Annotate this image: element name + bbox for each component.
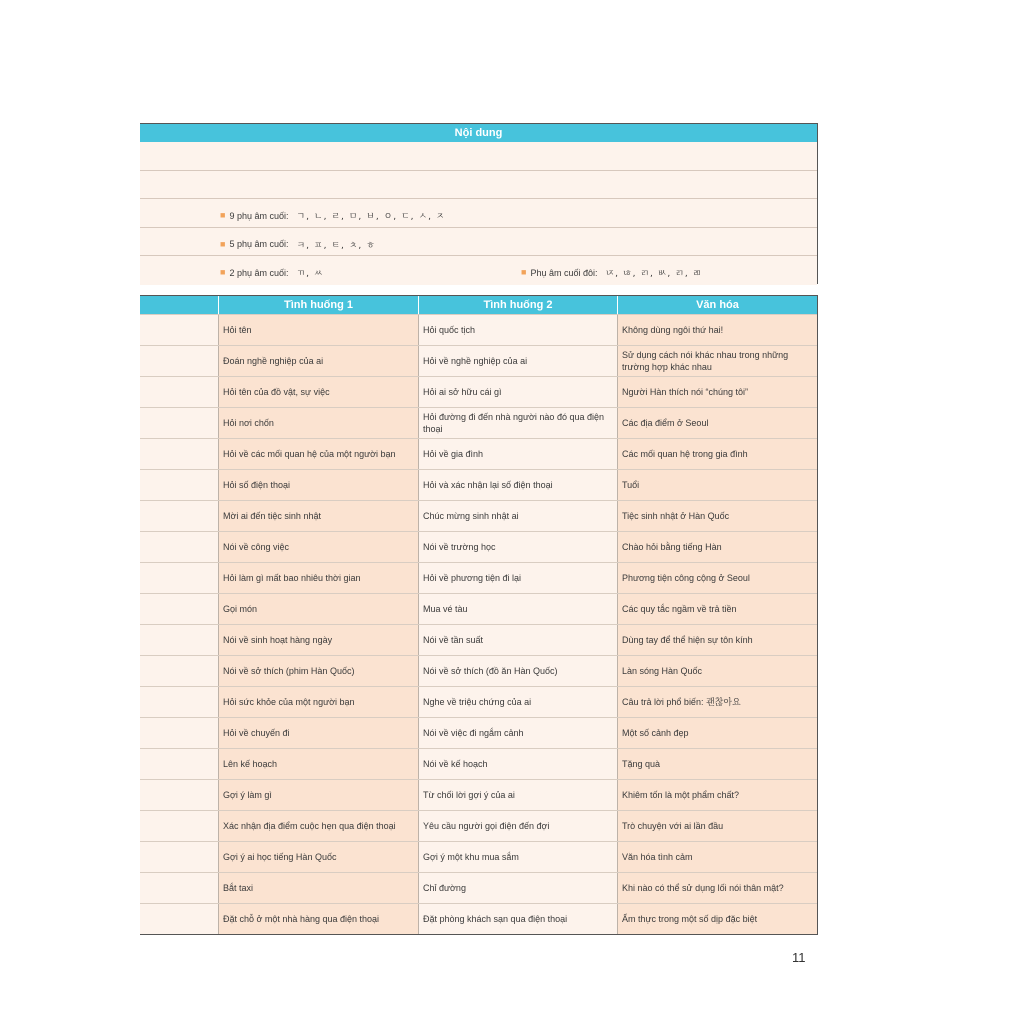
situation-2-cell: Nói về kế hoạch: [418, 749, 617, 779]
row-blank-cell: [140, 594, 218, 624]
situation-1-cell: Đặt chỗ ở một nhà hàng qua điện thoại: [218, 904, 418, 934]
content-table-header: Nội dung: [140, 123, 817, 142]
culture-cell: Tiệc sinh nhật ở Hàn Quốc: [617, 501, 817, 531]
situation-1-cell: Bắt taxi: [218, 873, 418, 903]
situations-table: [140, 295, 818, 935]
table-row: [140, 314, 817, 345]
situation-2-cell: Hỏi đường đi đến nhà người nào đó qua điện thoại: [418, 408, 617, 438]
bullet-label: 5 phụ âm cuối:: [229, 239, 289, 250]
row-blank-cell: [140, 315, 218, 345]
content-row-empty: [140, 171, 817, 200]
table-row: [140, 438, 817, 469]
bullet-letters: ㄵ, ㄶ, ㄺ, ㅄ, ㄺ, ㄻ: [605, 269, 703, 280]
situation-2-cell: Hỏi về phương tiện đi lại: [418, 563, 617, 593]
situation-2-cell: Hỏi về nghề nghiệp của ai: [418, 346, 617, 376]
row-blank-cell: [140, 873, 218, 903]
situation-2-cell: Yêu cầu người gọi điện đến đợi: [418, 811, 617, 841]
row-blank-cell: [140, 470, 218, 500]
situation-2-cell: Gợi ý một khu mua sắm: [418, 842, 617, 872]
situation-1-cell: Hỏi về chuyến đi: [218, 718, 418, 748]
culture-cell: Các địa điểm ở Seoul: [617, 408, 817, 438]
situation-1-cell: Hỏi về các mối quan hệ của một người bạn: [218, 439, 418, 469]
situation-1-cell: Mời ai đến tiệc sinh nhật: [218, 501, 418, 531]
situations-table-body: [140, 314, 817, 934]
situation-1-cell: Gọi món: [218, 594, 418, 624]
table-row: [140, 531, 817, 562]
table-row: [140, 655, 817, 686]
row-blank-cell: [140, 346, 218, 376]
culture-cell: Không dùng ngôi thứ hai!: [617, 315, 817, 345]
table-row: [140, 469, 817, 500]
row-blank-cell: [140, 842, 218, 872]
table-row: [140, 872, 817, 903]
situation-2-cell: Mua vé tàu: [418, 594, 617, 624]
content-row: [140, 256, 817, 285]
culture-cell: Một số cảnh đẹp: [617, 718, 817, 748]
content-row-empty: [140, 142, 817, 171]
row-blank-cell: [140, 408, 218, 438]
bullet-letters: ㄱ, ㄴ, ㄹ, ㅁ, ㅂ, ㅇ, ㄷ, ㅅ, ㅈ: [296, 212, 446, 223]
situation-1-cell: Hỏi sức khỏe của một người bạn: [218, 687, 418, 717]
header-blank-cell: [140, 296, 218, 314]
culture-cell: Dùng tay để thể hiện sự tôn kính: [617, 625, 817, 655]
content-table: [140, 123, 818, 284]
bullet-dot-icon: ■: [220, 267, 226, 278]
row-blank-cell: [140, 749, 218, 779]
final-consonant-bullet: [220, 266, 324, 279]
row-blank-cell: [140, 780, 218, 810]
situation-2-cell: Nói về việc đi ngắm cảnh: [418, 718, 617, 748]
culture-cell: Chào hỏi bằng tiếng Hàn: [617, 532, 817, 562]
situation-1-cell: Nói về công việc: [218, 532, 418, 562]
header-situation-1: Tình huống 1: [218, 296, 418, 314]
culture-cell: Trò chuyện với ai lần đầu: [617, 811, 817, 841]
row-blank-cell: [140, 811, 218, 841]
situation-2-cell: Hỏi và xác nhận lại số điện thoại: [418, 470, 617, 500]
content-row: [140, 228, 817, 257]
bullet-dot-icon: ■: [521, 267, 527, 278]
bullet-dot-icon: ■: [220, 238, 226, 249]
table-row: [140, 593, 817, 624]
culture-cell: Văn hóa tình cảm: [617, 842, 817, 872]
culture-cell: Người Hàn thích nói “chúng tôi”: [617, 377, 817, 407]
situation-2-cell: Nói về trường học: [418, 532, 617, 562]
table-row: [140, 376, 817, 407]
table-row: [140, 562, 817, 593]
situations-table-header: [140, 296, 817, 314]
culture-cell: Khiêm tốn là một phẩm chất?: [617, 780, 817, 810]
bullet-dot-icon: ■: [220, 210, 226, 221]
situation-2-cell: Nói về tần suất: [418, 625, 617, 655]
final-consonant-bullet: [220, 238, 376, 251]
situation-1-cell: Hỏi làm gì mất bao nhiêu thời gian: [218, 563, 418, 593]
bullet-label: 2 phụ âm cuối:: [229, 267, 289, 278]
situation-2-cell: Hỏi về gia đình: [418, 439, 617, 469]
culture-cell: Ẩm thực trong một số dịp đặc biệt: [617, 904, 817, 934]
situation-1-cell: Hỏi tên của đồ vật, sự việc: [218, 377, 418, 407]
situation-2-cell: Hỏi ai sở hữu cái gì: [418, 377, 617, 407]
culture-cell: Tặng quà: [617, 749, 817, 779]
situation-1-cell: Hỏi tên: [218, 315, 418, 345]
row-blank-cell: [140, 656, 218, 686]
bullet-label: Phụ âm cuối đôi:: [530, 267, 598, 278]
content-row: [140, 199, 817, 228]
row-blank-cell: [140, 439, 218, 469]
table-row: [140, 717, 817, 748]
bullet-letters: ㄲ, ㅆ: [296, 269, 324, 280]
culture-cell: Tuổi: [617, 470, 817, 500]
situation-2-cell: Nói về sở thích (đồ ăn Hàn Quốc): [418, 656, 617, 686]
header-situation-2: Tình huống 2: [418, 296, 617, 314]
row-blank-cell: [140, 563, 218, 593]
bullet-label: 9 phụ âm cuối:: [229, 210, 289, 221]
situation-2-cell: Nghe về triệu chứng của ai: [418, 687, 617, 717]
row-blank-cell: [140, 904, 218, 934]
final-consonant-bullet: [521, 266, 702, 279]
table-row: [140, 624, 817, 655]
situation-1-cell: Hỏi nơi chốn: [218, 408, 418, 438]
bullet-letters: ㅋ, ㅍ, ㅌ, ㅊ, ㅎ: [296, 240, 376, 251]
page-number: 11: [792, 950, 806, 965]
table-row: [140, 407, 817, 438]
culture-cell: Các mối quan hệ trong gia đình: [617, 439, 817, 469]
situation-1-cell: Đoán nghề nghiệp của ai: [218, 346, 418, 376]
situation-2-cell: Chúc mừng sinh nhật ai: [418, 501, 617, 531]
table-row: [140, 903, 817, 934]
situation-2-cell: Từ chối lời gợi ý của ai: [418, 780, 617, 810]
situation-1-cell: Xác nhận địa điểm cuộc hẹn qua điện thoại: [218, 811, 418, 841]
situation-1-cell: Gợi ý làm gì: [218, 780, 418, 810]
table-row: [140, 748, 817, 779]
situation-1-cell: Nói về sinh hoạt hàng ngày: [218, 625, 418, 655]
situation-2-cell: Đặt phòng khách sạn qua điện thoại: [418, 904, 617, 934]
situation-1-cell: Hỏi số điện thoại: [218, 470, 418, 500]
culture-cell: Làn sóng Hàn Quốc: [617, 656, 817, 686]
table-row: [140, 810, 817, 841]
final-consonant-bullet: [220, 209, 446, 222]
row-blank-cell: [140, 687, 218, 717]
culture-cell: Câu trả lời phổ biến: 괜찮아요: [617, 687, 817, 717]
situation-1-cell: Nói về sở thích (phim Hàn Quốc): [218, 656, 418, 686]
row-blank-cell: [140, 501, 218, 531]
table-row: [140, 500, 817, 531]
header-culture: Văn hóa: [617, 296, 817, 314]
culture-cell: Khi nào có thể sử dụng lối nói thân mật?: [617, 873, 817, 903]
situation-2-cell: Hỏi quốc tịch: [418, 315, 617, 345]
row-blank-cell: [140, 718, 218, 748]
culture-cell: Các quy tắc ngầm về trả tiền: [617, 594, 817, 624]
row-blank-cell: [140, 625, 218, 655]
row-blank-cell: [140, 532, 218, 562]
situation-1-cell: Lên kế hoạch: [218, 749, 418, 779]
situation-1-cell: Gợi ý ai học tiếng Hàn Quốc: [218, 842, 418, 872]
table-row: [140, 345, 817, 376]
table-row: [140, 841, 817, 872]
culture-cell: Sử dụng cách nói khác nhau trong những trường hợp khác nhau: [617, 346, 817, 376]
situation-2-cell: Chỉ đường: [418, 873, 617, 903]
table-row: [140, 779, 817, 810]
table-row: [140, 686, 817, 717]
culture-cell: Phương tiện công cộng ở Seoul: [617, 563, 817, 593]
row-blank-cell: [140, 377, 218, 407]
